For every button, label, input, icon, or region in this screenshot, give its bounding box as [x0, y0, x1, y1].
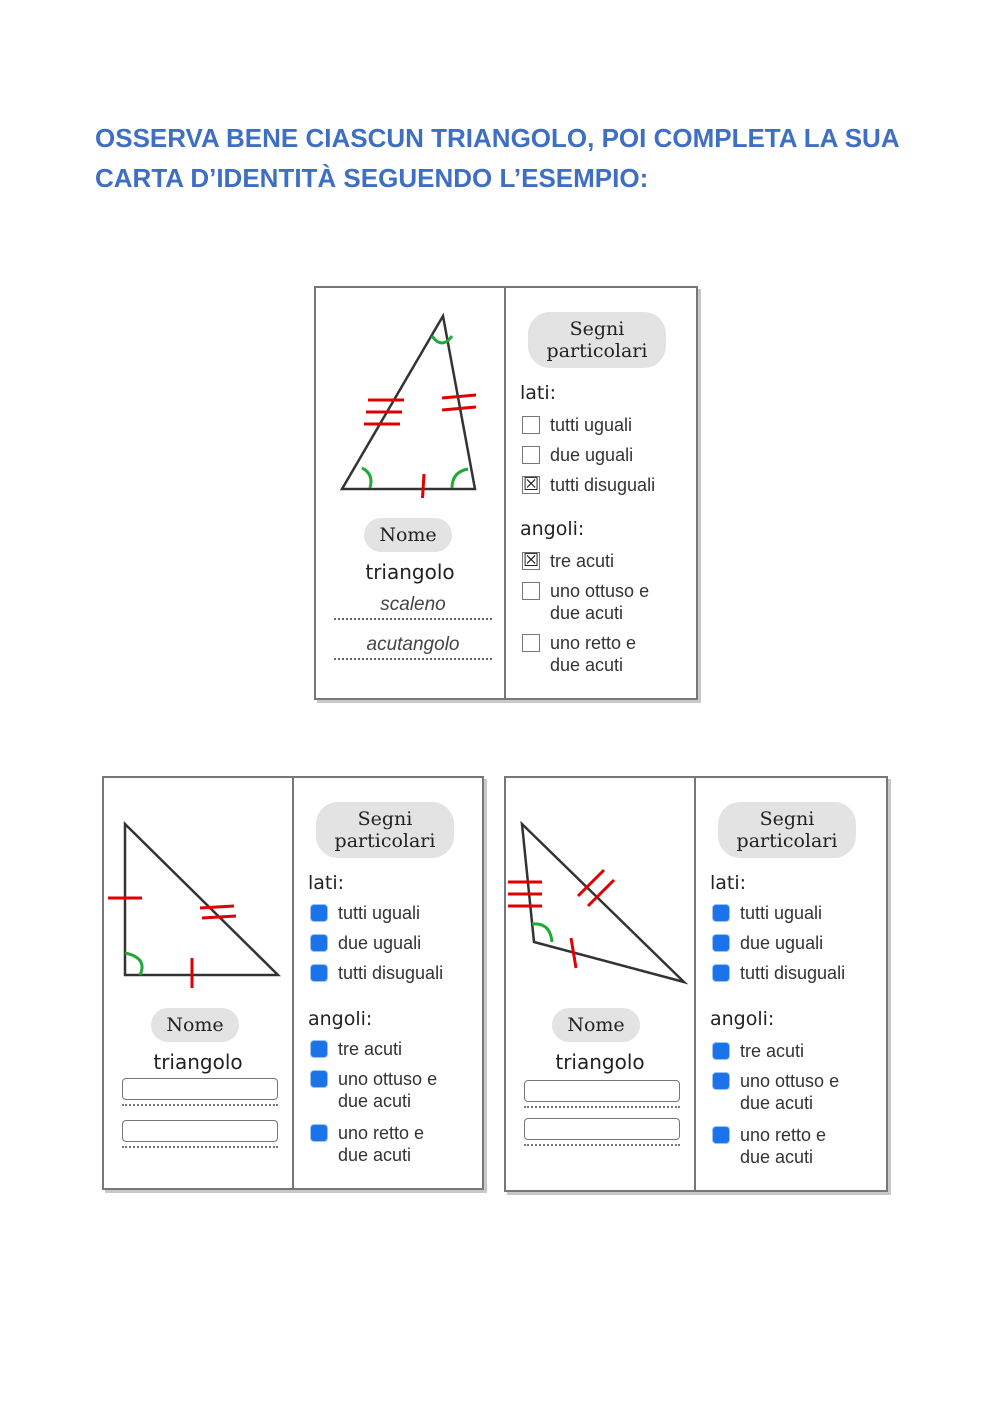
lati-heading: lati:	[308, 872, 345, 894]
checkbox[interactable]	[310, 904, 328, 922]
instructions-heading	[95, 118, 955, 198]
obtuse-triangle	[522, 824, 684, 982]
right-triangle	[125, 824, 278, 975]
angle-arc-obtuse	[532, 924, 552, 942]
answer-input-2[interactable]	[524, 1118, 680, 1140]
example-triangle	[316, 288, 504, 498]
angoli-heading: angoli:	[308, 1008, 373, 1030]
particolari-label: particolari	[736, 830, 838, 852]
checkbox-empty	[522, 416, 540, 434]
segni-particolari-pill	[528, 312, 666, 368]
checkbox[interactable]	[712, 1042, 730, 1060]
side-ticks-double	[200, 906, 236, 918]
checkbox[interactable]	[712, 934, 730, 952]
side-ticks-triple	[364, 400, 404, 424]
checkbox[interactable]	[310, 934, 328, 952]
card-2-right: Segni particolari lati: tutti uguali due uguali tutti disuguali angoli: tre acuti uno ottuso e due acuti uno retto e due acuti	[696, 778, 886, 1190]
answer-dots-1	[524, 1106, 680, 1108]
angoli-heading: angoli:	[710, 1008, 775, 1030]
particolari-label: particolari	[334, 830, 436, 852]
answer-dots-2	[524, 1144, 680, 1146]
card-2-left	[506, 778, 694, 1190]
segni-label: Segni	[569, 318, 625, 340]
segni-particolari-pill	[718, 802, 856, 858]
checkbox-checked-icon: ☒	[523, 474, 540, 494]
checkbox[interactable]	[310, 1070, 328, 1088]
card-1-left	[104, 778, 292, 1188]
side-ticks-double	[578, 870, 614, 906]
nome-pill: Nome	[364, 518, 452, 552]
instructions-line-1: OSSERVA BENE CIASCUN TRIANGOLO, POI COMPLETA LA SUA	[95, 123, 900, 153]
answer-input-1[interactable]	[524, 1080, 680, 1102]
exercise-card-1	[102, 776, 484, 1190]
example-card-right: Segni particolari lati: tutti uguali due uguali ☒ tutti disuguali angoli: ☒ tre acuti uno ottuso e due acuti uno retto e due acuti	[506, 288, 696, 698]
answer-acutangolo: acutangolo	[334, 632, 492, 660]
checkbox[interactable]	[310, 1040, 328, 1058]
card-1-right: Segni particolari lati: tutti uguali due uguali tutti disuguali angoli: tre acuti uno ottuso e due acuti uno retto e due acuti	[294, 778, 482, 1188]
nome-pill: Nome	[151, 1008, 239, 1042]
segni-label: Segni	[759, 808, 815, 830]
checkbox[interactable]	[310, 964, 328, 982]
particolari-label: particolari	[546, 340, 648, 362]
card-1-triangle	[104, 778, 292, 988]
checkbox-empty	[522, 446, 540, 464]
segni-particolari-pill	[316, 802, 454, 858]
checkbox[interactable]	[712, 964, 730, 982]
answer-input-2[interactable]	[122, 1120, 278, 1142]
instructions-line-2: CARTA D’IDENTITÀ SEGUENDO L’ESEMPIO:	[95, 163, 649, 193]
segni-label: Segni	[357, 808, 413, 830]
checkbox-checked-icon: ☒	[523, 550, 540, 570]
exercise-card-2	[504, 776, 888, 1192]
triangolo-label: triangolo	[153, 1050, 243, 1074]
checkbox-empty	[522, 582, 540, 600]
card-2-triangle	[506, 778, 694, 988]
angle-arc-left	[362, 468, 371, 488]
example-card-left	[316, 288, 504, 698]
checkbox[interactable]	[310, 1124, 328, 1142]
triangolo-label: triangolo	[555, 1050, 645, 1074]
lati-heading: lati:	[710, 872, 747, 894]
angle-arc-right	[452, 469, 468, 488]
angoli-heading: angoli:	[520, 518, 585, 540]
answer-scaleno: scaleno	[334, 592, 492, 620]
lati-heading: lati:	[520, 382, 557, 404]
checkbox[interactable]	[712, 904, 730, 922]
angle-arc-right-angle	[125, 953, 142, 975]
acute-scalene-triangle	[342, 316, 475, 489]
triangolo-label: triangolo	[365, 560, 455, 584]
nome-pill: Nome	[552, 1008, 640, 1042]
checkbox-empty	[522, 634, 540, 652]
checkbox[interactable]	[712, 1126, 730, 1144]
example-card	[314, 286, 698, 700]
answer-input-1[interactable]	[122, 1078, 278, 1100]
side-tick-single	[422, 474, 424, 498]
answer-dots-1	[122, 1104, 278, 1106]
side-ticks-triple	[508, 882, 542, 906]
checkbox[interactable]	[712, 1072, 730, 1090]
answer-dots-2	[122, 1146, 278, 1148]
